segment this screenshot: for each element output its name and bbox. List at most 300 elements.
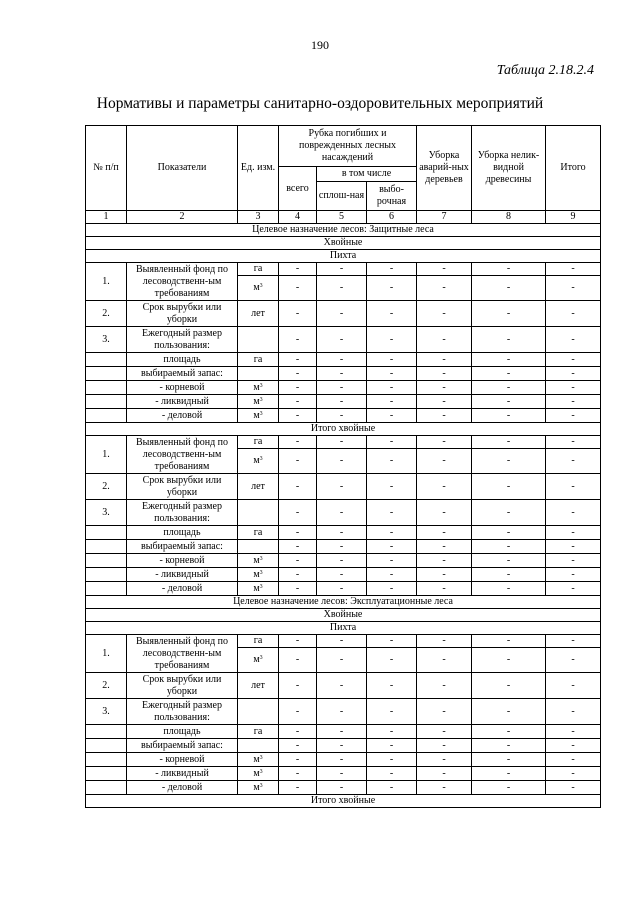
value-cell: - [472,449,546,474]
value-cell: - [472,526,546,540]
table-row [86,436,601,449]
value-cell: - [417,554,472,568]
unit-cell: га [238,526,279,540]
value-cell: - [279,753,317,767]
indicator-label: Срок вырубки или уборки [127,673,238,699]
value-cell: - [317,327,367,353]
value-cell: - [367,767,417,781]
section-row [86,795,601,808]
section-row [86,250,601,263]
header-selective: выбо-рочная [367,182,417,211]
row-number [86,781,127,795]
unit-cell [238,582,279,596]
value-cell: - [546,500,601,526]
unit-cell: лет [238,673,279,699]
value-cell: - [367,301,417,327]
value-cell: - [367,568,417,582]
value-cell: - [417,739,472,753]
unit-text: м [253,781,260,793]
value-cell: - [367,276,417,301]
value-cell: - [317,436,367,449]
value-cell: - [367,353,417,367]
section-title: Хвойные [86,237,601,250]
indicator-label: площадь [127,526,238,540]
unit-text: м [253,409,260,421]
value-cell: - [472,395,546,409]
value-cell: - [317,381,367,395]
value-cell: - [417,353,472,367]
value-cell: - [417,409,472,423]
column-number-3: 3 [238,211,279,224]
header-unit: Ед. изм. [238,126,279,211]
unit-cell [238,699,279,725]
value-cell: - [317,526,367,540]
table-row [86,635,601,648]
value-cell: - [367,554,417,568]
value-cell: - [279,767,317,781]
row-number [86,367,127,381]
unit-cell: лет [238,301,279,327]
value-cell: - [546,409,601,423]
value-cell: - [546,554,601,568]
table-row [86,554,601,568]
value-cell: - [317,648,367,673]
value-cell: - [472,409,546,423]
unit-superscript: 3 [259,456,263,462]
value-cell: - [546,276,601,301]
table-row [86,767,601,781]
value-cell: - [546,739,601,753]
unit-superscript: 3 [259,283,263,289]
value-cell: - [417,263,472,276]
value-cell: - [279,449,317,474]
value-cell: - [546,449,601,474]
value-cell: - [472,767,546,781]
value-cell: - [546,540,601,554]
unit-cell: га [238,436,279,449]
unit-cell [238,327,279,353]
value-cell: - [417,327,472,353]
value-cell: - [546,767,601,781]
row-number: 1. [86,263,127,301]
value-cell: - [472,753,546,767]
value-cell: - [367,781,417,795]
value-cell: - [367,367,417,381]
value-cell: - [417,540,472,554]
value-cell: - [472,500,546,526]
unit-cell [238,739,279,753]
value-cell: - [279,276,317,301]
indicator-label: - корневой [127,381,238,395]
value-cell: - [317,263,367,276]
unit-cell [238,554,279,568]
norms-table [85,125,601,808]
indicator-label: Выявленный фонд по лесоводственн-ым требованиям [127,635,238,673]
unit-cell [238,540,279,554]
column-number-9: 9 [546,211,601,224]
column-numbers-row [86,211,601,224]
value-cell: - [546,301,601,327]
value-cell: - [417,449,472,474]
unit-text: м [253,455,260,466]
value-cell: - [279,409,317,423]
value-cell: - [367,381,417,395]
header-sum: Итого [546,126,601,211]
header-including: в том числе [317,167,417,182]
column-number-4: 4 [279,211,317,224]
value-cell: - [279,381,317,395]
value-cell: - [279,301,317,327]
table-row [86,699,601,725]
value-cell: - [546,327,601,353]
value-cell: - [279,781,317,795]
value-cell: - [279,648,317,673]
value-cell: - [472,436,546,449]
value-cell: - [317,568,367,582]
value-cell: - [472,554,546,568]
value-cell: - [317,699,367,725]
unit-text: м [253,381,260,393]
value-cell: - [417,648,472,673]
document-title: Нормативы и параметры санитарно-оздоровительных мероприятий [96,95,544,112]
unit-cell [238,276,279,301]
unit-cell [238,381,279,395]
row-number: 3. [86,699,127,725]
value-cell: - [317,276,367,301]
column-number-6: 6 [367,211,417,224]
unit-superscript: 3 [259,782,263,789]
value-cell: - [417,699,472,725]
value-cell: - [472,276,546,301]
value-cell: - [279,395,317,409]
value-cell: - [472,474,546,500]
value-cell: - [279,436,317,449]
header-felling: Рубка погибших и поврежденных лесных насаждений [279,126,417,167]
section-title: Пихта [86,622,601,635]
indicator-label: - ликвидный [127,395,238,409]
value-cell: - [546,436,601,449]
value-cell: - [472,367,546,381]
section-title: Целевое назначение лесов: Эксплуатационные леса [86,596,601,609]
header-clear: сплош-ная [317,182,367,211]
value-cell: - [279,554,317,568]
unit-cell: га [238,353,279,367]
row-number: 2. [86,474,127,500]
value-cell: - [472,582,546,596]
column-number-5: 5 [317,211,367,224]
table-row [86,753,601,767]
value-cell: - [546,353,601,367]
value-cell: - [472,353,546,367]
indicator-label: - деловой [127,582,238,596]
unit-cell [238,395,279,409]
column-number-1: 1 [86,211,127,224]
table-number: Таблица 2.18.2.4 [496,63,594,78]
section-row [86,224,601,237]
value-cell: - [472,540,546,554]
value-cell: - [279,568,317,582]
value-cell: - [472,263,546,276]
value-cell: - [317,781,367,795]
value-cell: - [472,699,546,725]
value-cell: - [546,474,601,500]
value-cell: - [279,474,317,500]
value-cell: - [546,582,601,596]
value-cell: - [317,673,367,699]
value-cell: - [417,367,472,381]
unit-superscript: 3 [259,768,263,775]
value-cell: - [546,781,601,795]
value-cell: - [417,500,472,526]
indicator-label: Выявленный фонд по лесоводственн-ым требованиям [127,263,238,301]
section-row [86,609,601,622]
value-cell: - [546,263,601,276]
indicator-label: Ежегодный размер пользования: [127,500,238,526]
value-cell: - [417,635,472,648]
unit-cell: га [238,263,279,276]
section-title: Итого хвойные [86,795,601,808]
row-number [86,739,127,753]
unit-text: м [253,554,260,566]
indicator-label: выбираемый запас: [127,367,238,381]
value-cell: - [317,540,367,554]
value-cell: - [417,568,472,582]
table-row [86,781,601,795]
indicator-label: - ликвидный [127,767,238,781]
table-row [86,409,601,423]
indicator-label: площадь [127,725,238,739]
value-cell: - [367,753,417,767]
table-row [86,353,601,367]
value-cell: - [367,739,417,753]
unit-text: м [253,395,260,407]
section-title: Целевое назначение лесов: Защитные леса [86,224,601,237]
value-cell: - [367,582,417,596]
value-cell: - [317,409,367,423]
value-cell: - [279,367,317,381]
value-cell: - [417,582,472,596]
value-cell: - [317,725,367,739]
value-cell: - [279,540,317,554]
value-cell: - [367,327,417,353]
unit-cell [238,568,279,582]
value-cell: - [546,635,601,648]
value-cell: - [472,635,546,648]
row-number: 3. [86,327,127,353]
table-row [86,568,601,582]
indicator-label: выбираемый запас: [127,540,238,554]
unit-superscript: 3 [259,410,263,417]
value-cell: - [546,648,601,673]
value-cell: - [417,436,472,449]
value-cell: - [417,276,472,301]
value-cell: - [472,381,546,395]
value-cell: - [367,673,417,699]
unit-cell [238,500,279,526]
row-number [86,540,127,554]
value-cell: - [367,409,417,423]
value-cell: - [367,725,417,739]
value-cell: - [317,554,367,568]
value-cell: - [546,673,601,699]
value-cell: - [417,767,472,781]
value-cell: - [317,353,367,367]
table-row [86,327,601,353]
page-number: 190 [311,38,329,52]
header-total: всего [279,167,317,211]
section-title: Хвойные [86,609,601,622]
table-row [86,395,601,409]
value-cell: - [279,635,317,648]
unit-cell [238,753,279,767]
table-row [86,739,601,753]
unit-cell: лет [238,474,279,500]
row-number: 1. [86,635,127,673]
unit-superscript: 3 [259,555,263,562]
value-cell: - [367,395,417,409]
unit-text: м [253,568,260,580]
row-number [86,526,127,540]
indicator-label: выбираемый запас: [127,739,238,753]
value-cell: - [417,301,472,327]
header-num: № п/п [86,126,127,211]
value-cell: - [279,500,317,526]
value-cell: - [367,526,417,540]
row-number: 2. [86,301,127,327]
unit-superscript: 3 [259,754,263,761]
value-cell: - [472,673,546,699]
row-number [86,725,127,739]
value-cell: - [472,648,546,673]
value-cell: - [367,635,417,648]
value-cell: - [546,753,601,767]
row-number [86,554,127,568]
indicator-label: - корневой [127,753,238,767]
table-row [86,263,601,276]
unit-superscript: 3 [259,583,263,590]
value-cell: - [367,263,417,276]
table-row [86,474,601,500]
value-cell: - [472,568,546,582]
table-row [86,367,601,381]
unit-cell [238,767,279,781]
header-illiquid: Уборка нелик-видной древесины [472,126,546,211]
value-cell: - [472,781,546,795]
value-cell: - [317,301,367,327]
value-cell: - [317,753,367,767]
section-row [86,622,601,635]
value-cell: - [317,767,367,781]
value-cell: - [317,395,367,409]
indicator-label: - ликвидный [127,568,238,582]
table-row [86,301,601,327]
value-cell: - [417,395,472,409]
value-cell: - [317,582,367,596]
row-number [86,582,127,596]
value-cell: - [417,673,472,699]
value-cell: - [367,540,417,554]
unit-text: м [253,582,260,594]
value-cell: - [472,739,546,753]
value-cell: - [367,699,417,725]
column-number-2: 2 [127,211,238,224]
value-cell: - [472,327,546,353]
column-number-8: 8 [472,211,546,224]
value-cell: - [279,699,317,725]
unit-cell [238,409,279,423]
value-cell: - [279,327,317,353]
unit-text: м [253,767,260,779]
value-cell: - [279,725,317,739]
section-row [86,423,601,436]
value-cell: - [546,395,601,409]
unit-text: м [253,282,260,293]
value-cell: - [317,367,367,381]
value-cell: - [317,500,367,526]
value-cell: - [417,753,472,767]
indicator-label: площадь [127,353,238,367]
value-cell: - [417,381,472,395]
header-indicators: Показатели [127,126,238,211]
value-cell: - [546,699,601,725]
unit-cell [238,781,279,795]
row-number [86,409,127,423]
value-cell: - [546,526,601,540]
value-cell: - [417,725,472,739]
row-number [86,395,127,409]
unit-cell: га [238,725,279,739]
table-row [86,582,601,596]
section-title: Итого хвойные [86,423,601,436]
row-number [86,767,127,781]
indicator-label: Срок вырубки или уборки [127,474,238,500]
unit-cell [238,367,279,381]
value-cell: - [279,673,317,699]
table-row [86,725,601,739]
value-cell: - [546,381,601,395]
indicator-label: Выявленный фонд по лесоводственн-ым требованиям [127,436,238,474]
indicator-label: Ежегодный размер пользования: [127,327,238,353]
value-cell: - [279,526,317,540]
row-number [86,568,127,582]
value-cell: - [317,635,367,648]
indicator-label: Ежегодный размер пользования: [127,699,238,725]
value-cell: - [317,474,367,500]
column-number-7: 7 [417,211,472,224]
value-cell: - [417,781,472,795]
value-cell: - [472,725,546,739]
value-cell: - [417,526,472,540]
table-row [86,500,601,526]
value-cell: - [367,436,417,449]
header-emergency: Уборка аварий-ных деревьев [417,126,472,211]
value-cell: - [367,474,417,500]
row-number: 3. [86,500,127,526]
value-cell: - [317,449,367,474]
row-number: 1. [86,436,127,474]
table-row [86,673,601,699]
value-cell: - [472,301,546,327]
section-row [86,237,601,250]
table-row [86,540,601,554]
indicator-label: - деловой [127,409,238,423]
unit-superscript: 3 [259,396,263,403]
value-cell: - [279,263,317,276]
unit-text: м [253,753,260,765]
value-cell: - [367,500,417,526]
value-cell: - [546,367,601,381]
value-cell: - [279,582,317,596]
